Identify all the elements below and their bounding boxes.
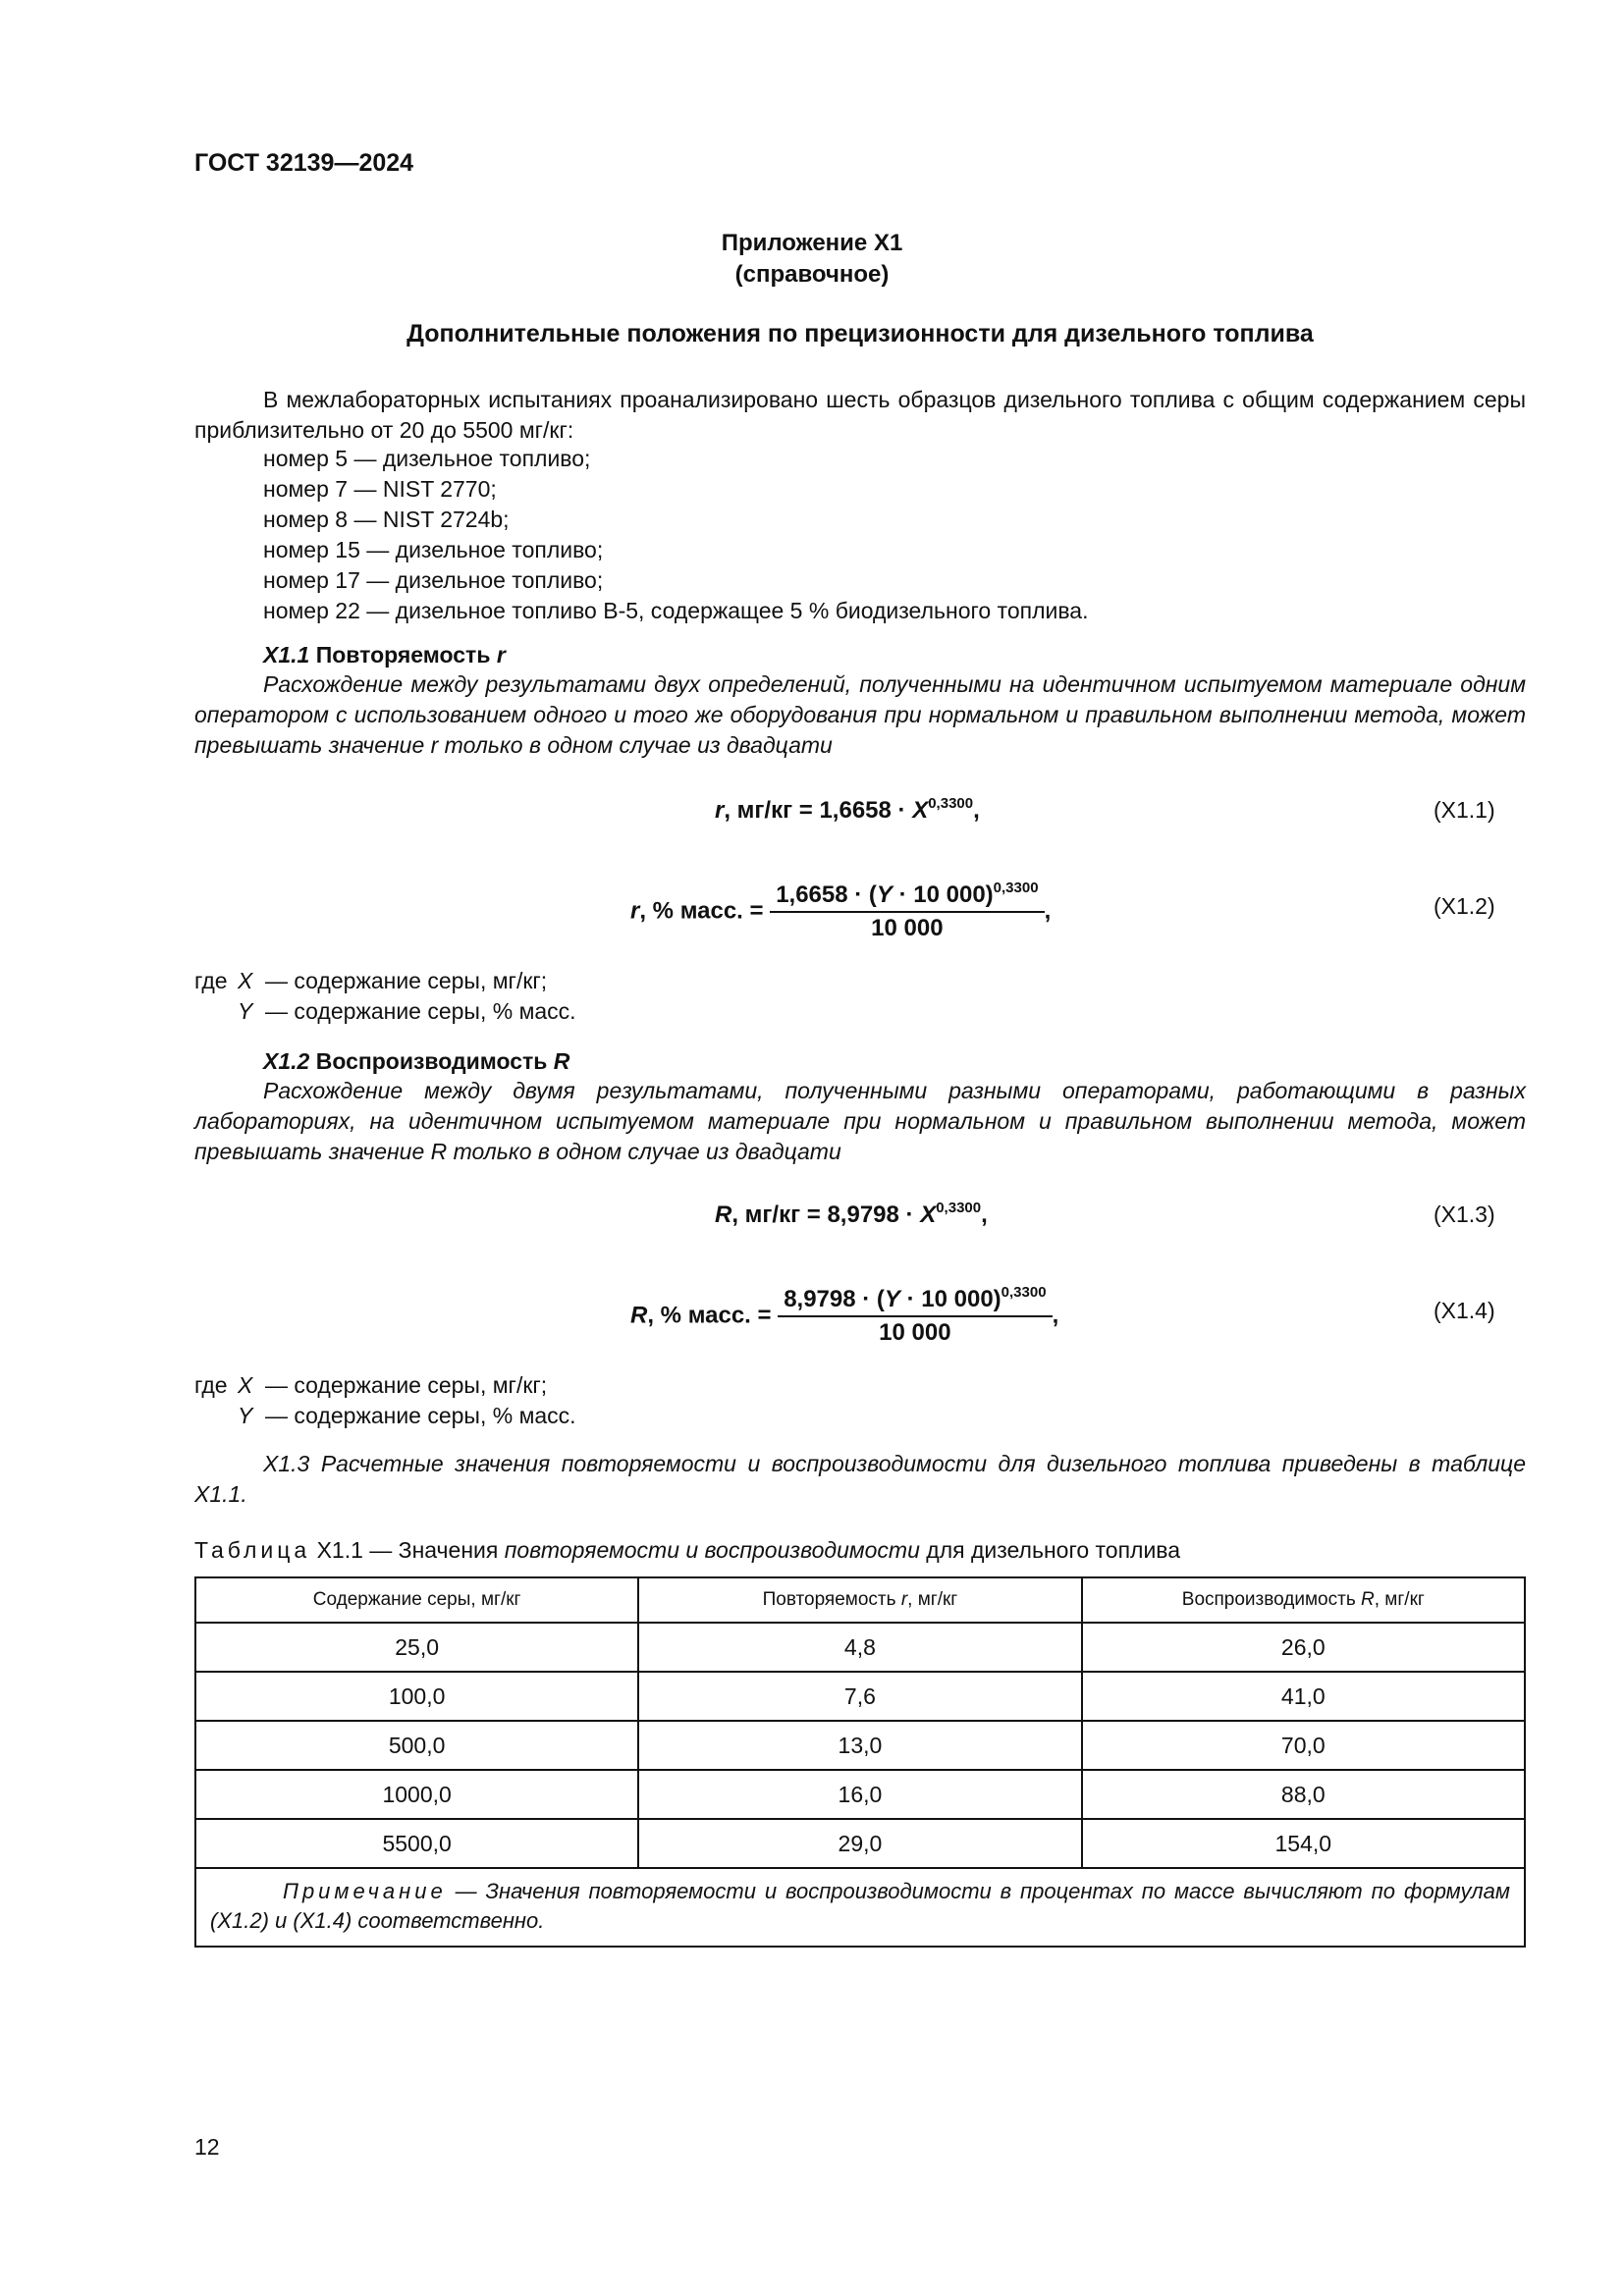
- subsection-title: Воспроизводимость: [309, 1048, 554, 1074]
- fraction-denominator: 10 000: [871, 915, 944, 941]
- equation-number: (Х1.1): [1434, 797, 1495, 823]
- numerator-part: 1,6658 · (: [776, 881, 877, 908]
- header-unit: , мг/кг: [1374, 1589, 1425, 1610]
- header-text: Повторяемость: [762, 1589, 901, 1610]
- table-cell: 5500,0: [195, 1819, 638, 1868]
- table-header-row: [195, 1577, 1525, 1623]
- table-cell: 29,0: [638, 1819, 1081, 1868]
- numerator-part: · 10 000): [899, 1286, 1001, 1312]
- caption-number: Х1.1 — Значения: [310, 1537, 505, 1563]
- table-row: [195, 1819, 1525, 1868]
- legend-prefix: где: [194, 1372, 228, 1398]
- header-unit: , мг/кг: [907, 1589, 958, 1610]
- list-item: номер 5 — дизельное топливо;: [263, 446, 591, 471]
- table-note: [195, 1868, 1525, 1947]
- formula-x14: [630, 1286, 1058, 1347]
- formula-symbol: r: [715, 797, 725, 824]
- paragraph-x13: Х1.3 Расчетные значения повторяемости и воспроизводимости для дизельного топлива приведены в таблице Х1.1.: [194, 1451, 1526, 1507]
- table-cell: 88,0: [1082, 1770, 1525, 1819]
- section-title: Дополнительные положения по прецизионности для дизельного топлива: [406, 320, 1314, 347]
- formula-symbol: R: [715, 1201, 732, 1228]
- table-cell: 154,0: [1082, 1819, 1525, 1868]
- formula-exponent: 0,3300: [928, 795, 974, 812]
- formula-expression: , % масс. =: [639, 897, 771, 925]
- appendix-heading: [0, 228, 1624, 291]
- formula-variable: Y: [876, 881, 893, 908]
- variable-legend: [194, 966, 576, 1027]
- table-cell: 25,0: [195, 1623, 638, 1672]
- legend-variable: X: [238, 968, 253, 993]
- legend-text: — содержание серы, мг/кг;: [265, 1372, 548, 1398]
- note-label: Примечание: [283, 1879, 447, 1903]
- numerator-part: 8,9798 · (: [784, 1286, 885, 1312]
- fraction: [770, 881, 1044, 942]
- header-text: Воспроизводимость: [1181, 1589, 1361, 1610]
- note-text: — Значения повторяемости и воспроизводимости в процентах по массе вычисляют по формулам (Х1.2) и (Х1.4) соответственно.: [210, 1879, 1510, 1933]
- intro-paragraph: В межлабораторных испытаниях проанализировано шесть образцов дизельного топлива с общим содержанием серы приблизительно от 20 до 5500 мг/кг:: [194, 387, 1526, 443]
- definition-reproducibility: Расхождение между двумя результатами, полученными разными операторами, работающими в разных лабораториях, на идентичном испытуемом материале при нормальном и правильном выполнении метода, может превышать значение R только в одном случае из двадцати: [194, 1078, 1526, 1164]
- fraction-numerator: [770, 881, 1044, 913]
- table-cell: 13,0: [638, 1721, 1081, 1770]
- table-note-row: [195, 1868, 1525, 1947]
- fraction-numerator: [778, 1286, 1052, 1317]
- equation-number: (Х1.3): [1434, 1201, 1495, 1227]
- definition-repeatability: Расхождение между результатами двух определений, полученными на идентичном испытуемом материале одним оператором с использованием одного и того же оборудования при нормальном и правильном выполнении метода, может превышать значение r только в одном случае из двадцати: [194, 671, 1526, 758]
- legend-row: [194, 996, 576, 1027]
- legend-row: [194, 1370, 576, 1401]
- page-number: 12: [194, 2134, 220, 2160]
- caption-italic: повторяемости и воспроизводимости: [504, 1537, 920, 1563]
- legend-text: — содержание серы, % масс.: [265, 1403, 576, 1428]
- table-cell: 16,0: [638, 1770, 1081, 1819]
- formula-exponent: 0,3300: [993, 880, 1039, 896]
- list-item: номер 17 — дизельное топливо;: [263, 567, 604, 593]
- table-cell: 7,6: [638, 1672, 1081, 1721]
- formula-exponent: 0,3300: [1001, 1284, 1047, 1301]
- list-item: номер 15 — дизельное топливо;: [263, 537, 604, 562]
- caption-label: Таблица: [194, 1537, 311, 1563]
- table-cell: 70,0: [1082, 1721, 1525, 1770]
- formula-expression: , мг/кг = 1,6658 ·: [724, 797, 913, 824]
- formula-x11: [715, 797, 980, 825]
- subsection-number: Х1.2: [263, 1048, 310, 1074]
- subsection-number: Х1.1: [263, 642, 310, 667]
- legend-text: — содержание серы, % масс.: [265, 998, 576, 1024]
- subsection-heading-x12: [263, 1046, 569, 1077]
- header-symbol: r: [900, 1589, 908, 1610]
- legend-variable: Y: [238, 998, 253, 1024]
- legend-text: — содержание серы, мг/кг;: [265, 968, 548, 993]
- document-header: ГОСТ 32139—2024: [194, 149, 414, 177]
- table-cell: 1000,0: [195, 1770, 638, 1819]
- legend-prefix: где: [194, 968, 228, 993]
- equation-number: (Х1.4): [1434, 1298, 1495, 1323]
- formula-tail: ,: [1052, 1302, 1059, 1329]
- subsection-symbol: r: [496, 642, 506, 667]
- table-row: [195, 1721, 1525, 1770]
- legend-variable: Y: [238, 1403, 253, 1428]
- formula-exponent: 0,3300: [936, 1200, 982, 1216]
- table-row: [195, 1770, 1525, 1819]
- subsection-symbol: R: [553, 1048, 570, 1074]
- formula-symbol: r: [630, 897, 640, 925]
- appendix-title: Приложение Х1: [721, 230, 903, 256]
- header-symbol: R: [1361, 1589, 1375, 1610]
- precision-table: [194, 1576, 1526, 1948]
- list-item: номер 7 — NIST 2770;: [263, 476, 497, 502]
- formula-symbol: R: [630, 1302, 648, 1329]
- formula-tail: ,: [981, 1201, 988, 1228]
- formula-x12: [630, 881, 1051, 942]
- caption-rest: для дизельного топлива: [919, 1537, 1181, 1563]
- subsection-title: Повторяемость: [309, 642, 497, 667]
- header-text: Содержание серы, мг/кг: [312, 1589, 521, 1610]
- table-cell: 100,0: [195, 1672, 638, 1721]
- subsection-heading-x11: [263, 640, 506, 670]
- numerator-part: · 10 000): [892, 881, 994, 908]
- formula-tail: ,: [1044, 897, 1052, 925]
- legend-variable: X: [238, 1372, 253, 1398]
- equation-number: (Х1.2): [1434, 893, 1495, 919]
- column-header: [1082, 1577, 1525, 1623]
- list-item: номер 22 — дизельное топливо В-5, содержащее 5 % биодизельного топлива.: [263, 598, 1089, 623]
- formula-x13: [715, 1201, 988, 1229]
- table-row: [195, 1672, 1525, 1721]
- sample-list: [263, 444, 1088, 626]
- variable-legend: [194, 1370, 576, 1431]
- column-header: [195, 1577, 638, 1623]
- list-item: номер 8 — NIST 2724b;: [263, 507, 510, 532]
- column-header: [638, 1577, 1081, 1623]
- table-cell: 26,0: [1082, 1623, 1525, 1672]
- table-cell: 4,8: [638, 1623, 1081, 1672]
- fraction: [778, 1286, 1052, 1347]
- legend-row: [194, 966, 576, 996]
- table-cell: 41,0: [1082, 1672, 1525, 1721]
- formula-variable: X: [912, 797, 929, 824]
- table-caption: [194, 1535, 1180, 1566]
- formula-tail: ,: [973, 797, 980, 824]
- fraction-denominator: 10 000: [879, 1319, 951, 1346]
- table-row: [195, 1623, 1525, 1672]
- formula-expression: , % масс. =: [647, 1302, 779, 1329]
- table-cell: 500,0: [195, 1721, 638, 1770]
- appendix-type: (справочное): [734, 261, 890, 288]
- legend-row: [194, 1401, 576, 1431]
- formula-variable: Y: [884, 1286, 900, 1312]
- formula-expression: , мг/кг = 8,9798 ·: [731, 1201, 921, 1228]
- formula-variable: X: [920, 1201, 937, 1228]
